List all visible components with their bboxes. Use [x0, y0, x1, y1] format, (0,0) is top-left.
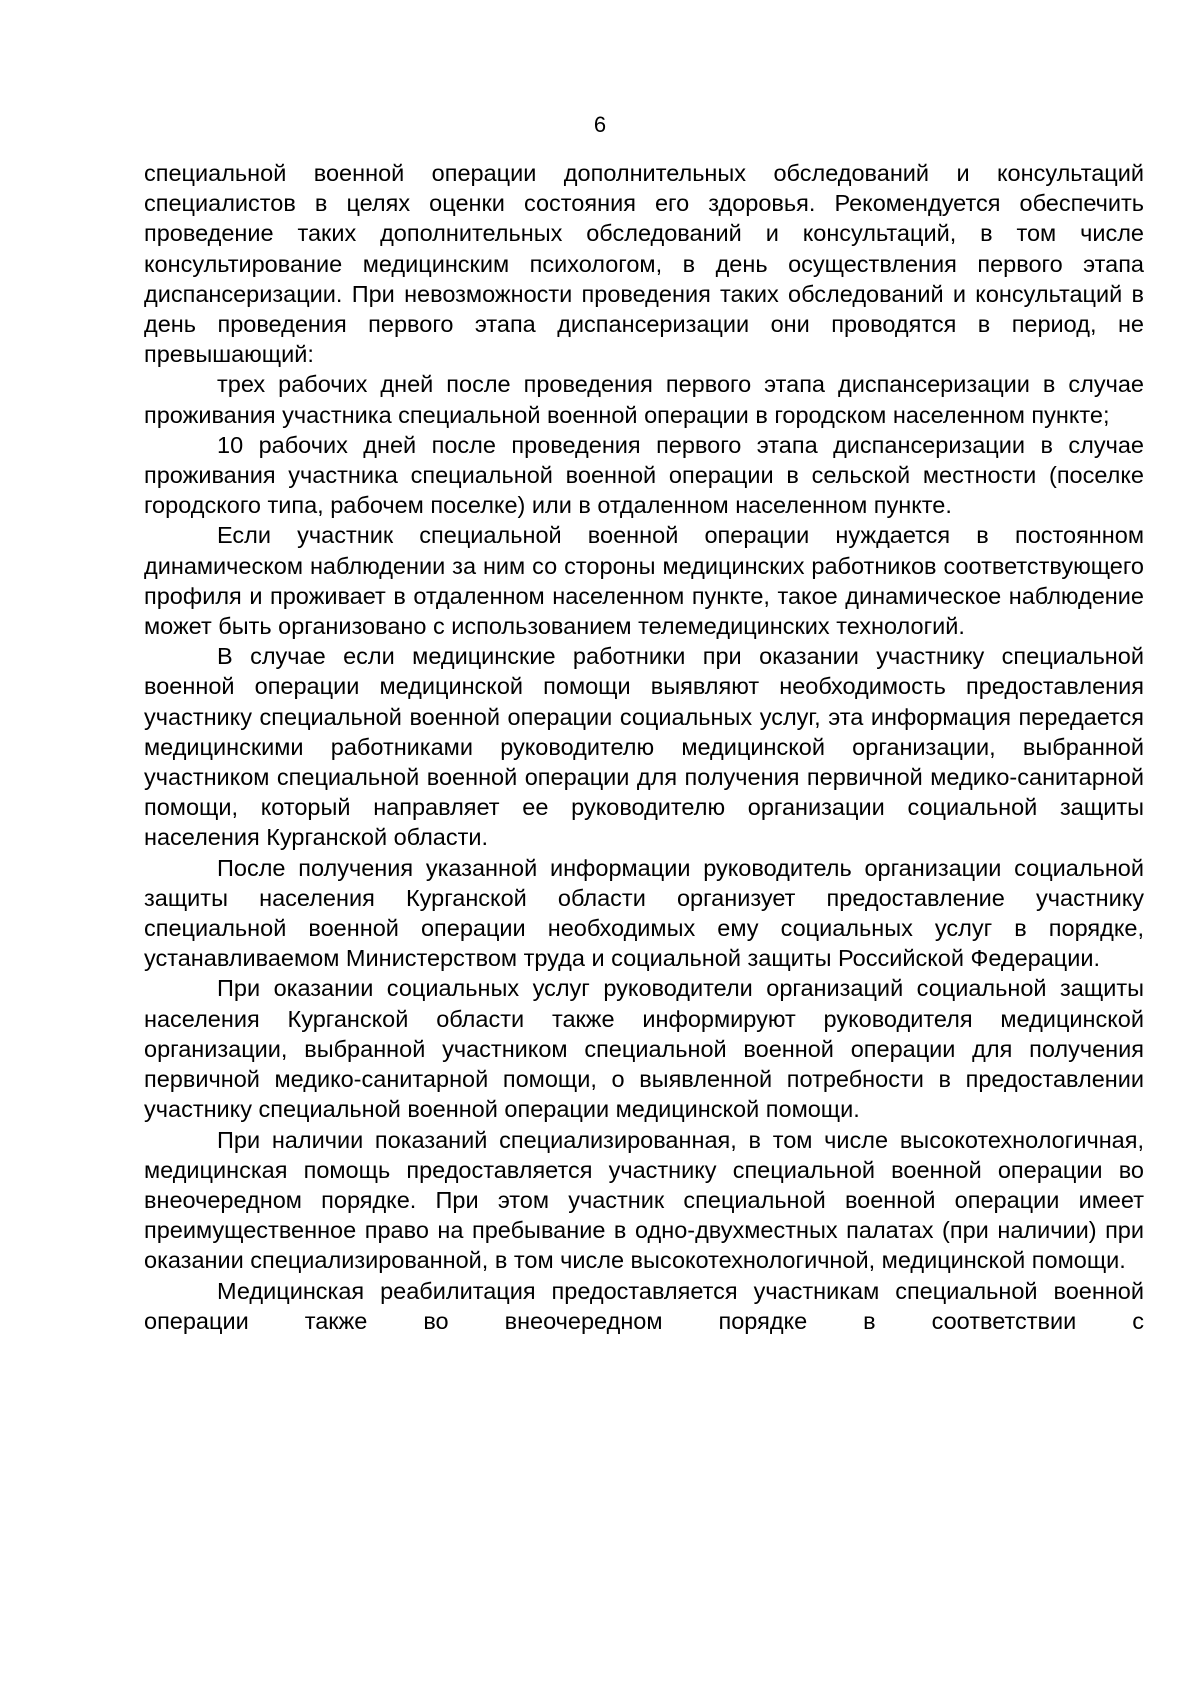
document-body	[144, 158, 1144, 1336]
paragraph-telemedicine: Если участник специальной военной операции нуждается в постоянном динамическом наблюдении за ним со стороны медицинских работников соответствующего профиля и проживает в отдаленном населенном пункте, такое динамическое наблюдение может быть организовано с использованием телемедицинских технологий.	[144, 522, 1144, 640]
page-number: 6	[593, 112, 607, 137]
paragraph-ten-days: 10 рабочих дней после проведения первого этапа диспансеризации в случае проживания участника специальной военной операции в сельской местности (поселке городского типа, рабочем поселке) или в отдаленном населенном пункте.	[144, 431, 1144, 519]
paragraph-social-services-provision: При оказании социальных услуг руководители организаций социальной защиты населения Курганской области также информируют руководителя медицинской организации, выбранной участником специальной военной операции для получения первичной медико-санитарной помощи, о выявленной потребности в предоставлении участнику специальной военной операции медицинской помощи.	[144, 975, 1144, 1123]
paragraph-continuation: специальной военной операции дополнительных обследований и консультаций специалистов в целях оценки состояния его здоровья. Рекомендуется обеспечить проведение таких дополнительных обследований и консультаций, в том числе консультирование медицинским психологом, в день осуществления первого этапа диспансеризации. При невозможности проведения таких обследований и консультаций в день проведения первого этапа диспансеризации они проводятся в период, не превышающий:	[144, 160, 1144, 368]
paragraph-three-days: трех рабочих дней после проведения первого этапа диспансеризации в случае проживания участника специальной военной операции в городском населенном пункте;	[144, 371, 1144, 428]
paragraph-after-info: После получения указанной информации руководитель организации социальной защиты населения Курганской области организует предоставление участнику специальной военной операции необходимых ему социальных услуг в порядке, устанавливаемом Министерством труда и социальной защиты Российской Федерации.	[144, 854, 1144, 972]
paragraph-rehabilitation: Медицинская реабилитация предоставляется участникам специальной военной операции также во внеочередном порядке в соответствии с	[144, 1277, 1144, 1334]
paragraph-social-services-info: В случае если медицинские работники при оказании участнику специальной военной операции медицинской помощи выявляют необходимость предоставления участнику специальной военной операции социальных услуг, эта информация передается медицинскими работниками руководителю медицинской организации, выбранной участником специальной военной операции для получения первичной медико-санитарной помощи, который направляет ее руководителю организации социальной защиты населения Курганской области.	[144, 643, 1144, 851]
paragraph-specialized-care: При наличии показаний специализированная, в том числе высокотехнологичная, медицинская помощь предоставляется участнику специальной военной операции во внеочередном порядке. При этом участник специальной военной операции имеет преимущественное право на пребывание в одно-двухместных палатах (при наличии) при оказании специализированной, в том числе высокотехнологичной, медицинской помощи.	[144, 1126, 1144, 1274]
